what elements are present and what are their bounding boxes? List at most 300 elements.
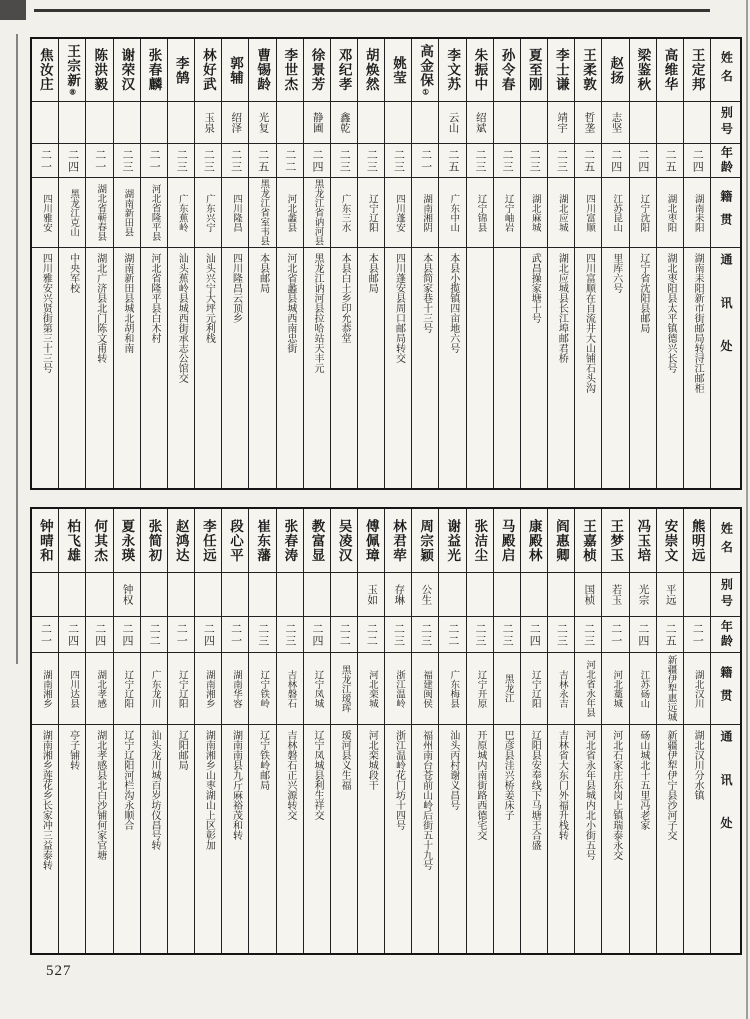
person-name: 傅佩璋 <box>358 509 384 573</box>
person-address: 辽宁省沈阳县邮局 <box>637 253 649 333</box>
person-column <box>574 39 601 488</box>
person-age: 二四 <box>602 144 628 178</box>
person-address: 开原城内南街路西德宅交 <box>474 730 486 840</box>
person-age: 二四 <box>304 144 330 178</box>
person-age: 二三 <box>114 144 140 178</box>
person-column <box>140 509 167 953</box>
person-age: 二三 <box>331 144 357 178</box>
page-number: 527 <box>46 963 72 979</box>
person-age: 二四 <box>630 144 656 178</box>
person-origin: 辽宁铁岭 <box>249 653 275 725</box>
person-column <box>330 509 357 953</box>
person-address: 本县邮局 <box>257 253 269 293</box>
person-name: 林君荦 <box>385 509 411 573</box>
person-age: 二四 <box>59 144 85 178</box>
person-column <box>629 509 656 953</box>
person-alias: 靖宇 <box>548 102 574 144</box>
person-origin: 江苏昆山 <box>602 178 628 248</box>
person-column <box>85 39 112 488</box>
person-name: 高维华 <box>657 39 683 102</box>
person-age: 二三 <box>385 144 411 178</box>
person-alias <box>141 573 167 617</box>
person-name: 梁鉴秋 <box>630 39 656 102</box>
person-address: 武昌操家塘十号 <box>529 253 541 323</box>
person-origin: 湖南新田县 <box>114 178 140 248</box>
person-name: 曹锡龄 <box>249 39 275 102</box>
person-column <box>85 509 112 953</box>
person-origin: 辽宁辽阳 <box>358 178 384 248</box>
person-age: 二一 <box>32 144 58 178</box>
person-name: 朱振中 <box>467 39 493 102</box>
person-alias <box>304 573 330 617</box>
person-origin: 浙江温岭 <box>385 653 411 725</box>
person-address <box>494 248 520 488</box>
person-address: 瑷河县义生福 <box>339 730 351 790</box>
person-name: 谢益光 <box>439 509 465 573</box>
person-address: 新疆伊犁伊宁县沙河子交 <box>665 730 677 840</box>
person-alias <box>385 102 411 144</box>
person-address: 中央军校 <box>67 253 79 293</box>
person-age: 二三 <box>222 144 248 178</box>
person-alias <box>494 102 520 144</box>
person-origin: 辽宁开原 <box>467 653 493 725</box>
person-age: 二二 <box>439 617 465 653</box>
person-name: 张春涛 <box>277 509 303 573</box>
person-name: 孙令春 <box>494 39 520 102</box>
person-column <box>357 39 384 488</box>
person-age: 二三 <box>494 144 520 178</box>
header-age: 年龄 <box>711 617 740 653</box>
person-age: 二一 <box>168 617 194 653</box>
person-address: 四川雅安兴贤街第三十三号 <box>40 253 52 373</box>
person-name: 周宗颖 <box>412 509 438 573</box>
person-name: 李文苏 <box>439 39 465 102</box>
person-age: 二四 <box>114 617 140 653</box>
person-alias <box>59 573 85 617</box>
person-column <box>574 509 601 953</box>
person-origin: 吉林磐石 <box>277 653 303 725</box>
person-origin: 河北藁城 <box>602 653 628 725</box>
person-age: 二三 <box>548 144 574 178</box>
person-alias: 国桢 <box>575 573 601 617</box>
person-alias: 光复 <box>249 102 275 144</box>
person-column <box>167 39 194 488</box>
person-name: 王宗新⑧ <box>59 39 85 102</box>
person-age: 二五 <box>657 617 683 653</box>
person-name: 李鹄 <box>168 39 194 102</box>
person-name: 徐景芳 <box>304 39 330 102</box>
person-name: 阎惠卿 <box>548 509 574 573</box>
person-age: 二四 <box>195 617 221 653</box>
person-address: 巴彦县洼兴桥姜床子 <box>502 730 514 820</box>
person-name: 张洁尘 <box>467 509 493 573</box>
person-address: 湖北枣阳县太平镇德兴长号 <box>665 253 677 373</box>
person-column <box>547 509 574 953</box>
header-alias: 别号 <box>711 573 740 617</box>
person-age: 二一 <box>141 144 167 178</box>
person-origin: 四川雅安 <box>32 178 58 248</box>
person-name: 康殿林 <box>521 509 547 573</box>
person-address: 四川蓬安县周口邮局转交 <box>393 253 405 363</box>
header-address: 通讯处 <box>719 730 733 860</box>
person-column <box>438 509 465 953</box>
person-origin: 河北省隆平县 <box>141 178 167 248</box>
person-name: 夏至刚 <box>521 39 547 102</box>
person-name: 姚莹 <box>385 39 411 102</box>
person-column <box>248 509 275 953</box>
header-column <box>710 39 740 488</box>
person-alias <box>222 573 248 617</box>
person-alias <box>657 102 683 144</box>
footnote-marker: ⑧ <box>68 87 78 97</box>
header-origin: 籍贯 <box>711 178 740 248</box>
person-column <box>411 509 438 953</box>
person-alias <box>114 102 140 144</box>
person-column <box>656 39 683 488</box>
person-address: 汕头蕉岭县城西街承志公馆交 <box>176 253 188 383</box>
person-address: 辽阳邮局 <box>176 730 188 770</box>
person-age: 二一 <box>684 617 710 653</box>
person-age: 二四 <box>86 617 112 653</box>
person-origin: 辽宁沈阳 <box>630 178 656 248</box>
person-column <box>601 509 628 953</box>
person-alias <box>195 573 221 617</box>
person-column <box>32 509 58 953</box>
person-alias <box>86 573 112 617</box>
person-age: 二三 <box>249 617 275 653</box>
person-alias <box>684 573 710 617</box>
person-column <box>683 39 710 488</box>
person-age: 二五 <box>575 144 601 178</box>
person-origin: 湖北省蕲春县 <box>86 178 112 248</box>
person-name: 王梦玉 <box>602 509 628 573</box>
person-address: 吉林磐石正兴源转交 <box>284 730 296 820</box>
person-name: 谢荣汉 <box>114 39 140 102</box>
directory-table-top <box>30 37 742 490</box>
person-alias <box>277 573 303 617</box>
scan-artifact-right-line <box>746 0 748 1019</box>
person-alias: 平远 <box>657 573 683 617</box>
header-name: 姓名 <box>711 509 740 573</box>
person-origin: 福建闽侯 <box>412 653 438 725</box>
person-age: 二四 <box>684 144 710 178</box>
scan-artifact-left-line <box>16 34 18 664</box>
person-origin: 辽宁岫岩 <box>494 178 520 248</box>
person-name: 李世杰 <box>277 39 303 102</box>
scan-artifact-top-line <box>34 9 710 12</box>
person-age: 二三 <box>521 144 547 178</box>
person-age: 二二 <box>331 617 357 653</box>
person-age: 二一 <box>222 617 248 653</box>
person-address: 河北石家庄东岗上镇瑞泰永交 <box>610 730 622 860</box>
person-name: 邓纪孝 <box>331 39 357 102</box>
person-address: 吉林省大东门外福升栈转 <box>556 730 568 840</box>
person-address: 湖北应城县长江埠邮君桥 <box>556 253 568 363</box>
person-name: 赵鸿达 <box>168 509 194 573</box>
person-origin: 四川蓬安 <box>385 178 411 248</box>
person-alias <box>168 102 194 144</box>
person-alias: 玉如 <box>358 573 384 617</box>
person-alias: 若玉 <box>602 573 628 617</box>
person-alias <box>331 573 357 617</box>
person-address: 河北省蠡县城西南忠街 <box>284 253 296 353</box>
person-origin: 辽宁锦县 <box>467 178 493 248</box>
person-alias: 云山 <box>439 102 465 144</box>
person-origin: 黑龙江 <box>494 653 520 725</box>
person-column <box>520 509 547 953</box>
person-alias: 光宗 <box>630 573 656 617</box>
person-origin: 四川富顺 <box>575 178 601 248</box>
person-origin: 辽宁凤城 <box>304 653 330 725</box>
person-origin: 广东龙川 <box>141 653 167 725</box>
person-alias: 钟权 <box>114 573 140 617</box>
person-name: 李士谦 <box>548 39 574 102</box>
person-column <box>493 509 520 953</box>
header-age: 年龄 <box>711 144 740 178</box>
person-name: 王定邦 <box>684 39 710 102</box>
person-origin: 湖南湘乡 <box>195 653 221 725</box>
person-alias: 公生 <box>412 573 438 617</box>
person-origin: 黑龙江克山 <box>59 178 85 248</box>
person-origin: 辽宁辽阳 <box>521 653 547 725</box>
person-name: 胡焕然 <box>358 39 384 102</box>
person-name: 教富显 <box>304 509 330 573</box>
person-name: 林好武 <box>195 39 221 102</box>
person-column <box>303 39 330 488</box>
person-address: 河北省永年县城内北小街五号 <box>583 730 595 860</box>
person-alias: 存琳 <box>385 573 411 617</box>
person-alias <box>467 573 493 617</box>
person-origin: 湖南湘阴 <box>412 178 438 248</box>
person-origin: 广东兴宁 <box>195 178 221 248</box>
person-column <box>58 39 85 488</box>
person-alias: 鑫乾 <box>331 102 357 144</box>
person-alias <box>86 102 112 144</box>
person-origin: 新疆伊犁惠远城 <box>657 653 683 725</box>
person-address: 湖北广济县北门陈文甫转 <box>94 253 106 363</box>
person-origin: 黑龙江省室韦县 <box>249 178 275 248</box>
person-column <box>411 39 438 488</box>
person-alias <box>168 573 194 617</box>
person-origin: 四川达县 <box>59 653 85 725</box>
person-age: 二五 <box>657 144 683 178</box>
person-origin: 湖北孝感 <box>86 653 112 725</box>
person-address: 湖南湘乡山枣湖山上区彰加 <box>203 730 215 850</box>
person-column <box>113 509 140 953</box>
person-origin: 湖南湘乡 <box>32 653 58 725</box>
person-name: 郭辅 <box>222 39 248 102</box>
person-address: 里库六号 <box>610 253 622 293</box>
person-address: 汕头龙川城百岁坊仪昌号转 <box>149 730 161 850</box>
person-origin: 河北栾城 <box>358 653 384 725</box>
person-name: 马殿启 <box>494 509 520 573</box>
person-column <box>601 39 628 488</box>
person-column <box>438 39 465 488</box>
person-column <box>656 509 683 953</box>
person-column <box>547 39 574 488</box>
person-age: 二二 <box>277 144 303 178</box>
person-name: 安崇文 <box>657 509 683 573</box>
person-column <box>629 39 656 488</box>
person-alias: 绍泽 <box>222 102 248 144</box>
person-name: 钟晴和 <box>32 509 58 573</box>
person-column <box>384 39 411 488</box>
person-alias <box>439 573 465 617</box>
person-column <box>276 39 303 488</box>
person-column <box>466 39 493 488</box>
person-age: 二五 <box>249 144 275 178</box>
person-address: 湖北汉川分水镇 <box>692 730 704 800</box>
person-alias <box>548 573 574 617</box>
scan-artifact-corner <box>0 0 26 20</box>
person-age: 二三 <box>168 144 194 178</box>
person-address: 本县白土乡印允恭堂 <box>339 253 351 343</box>
person-age: 二四 <box>521 617 547 653</box>
person-address: 亭子铺转 <box>67 730 79 770</box>
person-alias <box>249 573 275 617</box>
person-address: 湖南南县九斤麻裕茂和转 <box>230 730 242 840</box>
person-address: 汕头兴宁大坪元利栈 <box>203 253 215 343</box>
footnote-marker: ① <box>421 87 431 97</box>
person-column <box>384 509 411 953</box>
person-column <box>493 39 520 488</box>
person-address: 河北栾城段干 <box>366 730 378 790</box>
person-name: 陈洪毅 <box>86 39 112 102</box>
person-age: 二四 <box>59 617 85 653</box>
person-age: 二三 <box>412 617 438 653</box>
person-column <box>221 509 248 953</box>
person-origin: 湖北应城 <box>548 178 574 248</box>
person-alias <box>521 102 547 144</box>
person-column <box>113 39 140 488</box>
person-alias <box>277 102 303 144</box>
person-age: 二一 <box>32 617 58 653</box>
person-column <box>466 509 493 953</box>
person-alias <box>630 102 656 144</box>
person-name: 赵扬 <box>602 39 628 102</box>
person-address: 本县简家巷十三号 <box>420 253 432 333</box>
person-address: 湖南湘乡莲花乡长家冲三益泰转 <box>40 730 52 870</box>
person-column <box>248 39 275 488</box>
person-name: 高金保① <box>412 39 438 102</box>
person-alias <box>521 573 547 617</box>
person-alias <box>59 102 85 144</box>
person-origin: 河北省永年县 <box>575 653 601 725</box>
person-column <box>683 509 710 953</box>
person-alias: 玉泉 <box>195 102 221 144</box>
person-address: 黑龙江讷河县拉哈站天丰元 <box>311 253 323 373</box>
person-name: 张春麟 <box>141 39 167 102</box>
person-age: 二二 <box>141 617 167 653</box>
person-name: 冯玉培 <box>630 509 656 573</box>
person-alias <box>358 102 384 144</box>
person-alias <box>684 102 710 144</box>
person-origin: 黑龙江瑷珲 <box>331 653 357 725</box>
person-column <box>303 509 330 953</box>
person-age: 二四 <box>304 617 330 653</box>
person-age: 二三 <box>575 617 601 653</box>
person-address: 本县小揽镇四亩地六号 <box>447 253 459 353</box>
person-alias: 绍斌 <box>467 102 493 144</box>
person-name: 崔东藩 <box>249 509 275 573</box>
person-column <box>167 509 194 953</box>
person-age: 二五 <box>439 144 465 178</box>
person-alias <box>32 102 58 144</box>
person-origin: 湖南耒阳 <box>684 178 710 248</box>
person-address: 辽宁铁岭邮局 <box>257 730 269 790</box>
person-origin: 湖北麻城 <box>521 178 547 248</box>
person-origin: 辽宁辽阳 <box>168 653 194 725</box>
person-age: 二四 <box>630 617 656 653</box>
person-address: 汕头丙村谢义昌号 <box>447 730 459 810</box>
person-age: 二三 <box>385 617 411 653</box>
person-alias <box>32 573 58 617</box>
person-column <box>357 509 384 953</box>
person-address: 湖南耒阳新市街邮局转浔江邮柜 <box>692 253 704 393</box>
person-address: 湖北孝感县北白沙铺何家官塘 <box>94 730 106 860</box>
person-age: 二三 <box>277 617 303 653</box>
person-address: 湖南新田县城北胡和南 <box>121 253 133 353</box>
person-origin: 河北蠡县 <box>277 178 303 248</box>
person-origin: 四川隆昌 <box>222 178 248 248</box>
person-origin: 广东三水 <box>331 178 357 248</box>
person-address: 本县邮局 <box>366 253 378 293</box>
person-name: 张简初 <box>141 509 167 573</box>
person-age: 二二 <box>358 617 384 653</box>
person-age: 二一 <box>412 144 438 178</box>
person-origin: 吉林永吉 <box>548 653 574 725</box>
person-column <box>58 509 85 953</box>
person-alias <box>141 102 167 144</box>
person-origin: 湖北枣阳 <box>657 178 683 248</box>
person-age: 二三 <box>195 144 221 178</box>
person-column <box>32 39 58 488</box>
person-origin: 广东中山 <box>439 178 465 248</box>
person-age: 二一 <box>602 617 628 653</box>
person-column <box>194 509 221 953</box>
person-age: 二三 <box>548 617 574 653</box>
person-age: 二三 <box>467 144 493 178</box>
header-address: 通讯处 <box>719 253 733 383</box>
person-age: 二三 <box>467 617 493 653</box>
header-column <box>710 509 740 953</box>
header-alias: 别号 <box>711 102 740 144</box>
person-name: 夏永瑛 <box>114 509 140 573</box>
person-origin: 黑龙江省讷河县 <box>304 178 330 248</box>
person-origin: 湖南华容 <box>222 653 248 725</box>
person-column <box>194 39 221 488</box>
person-address: 砀山城北十五里冯老家 <box>637 730 649 830</box>
person-name: 焦汝庄 <box>32 39 58 102</box>
person-address: 四川富顺在自流井大山铺石头沟 <box>583 253 595 393</box>
person-alias: 志坚 <box>602 102 628 144</box>
person-column <box>276 509 303 953</box>
person-origin: 辽宁辽阳 <box>114 653 140 725</box>
person-address: 福州南台苍前山岭后街五十九号 <box>420 730 432 870</box>
person-age: 二三 <box>494 617 520 653</box>
person-alias: 静圃 <box>304 102 330 144</box>
person-age: 二一 <box>86 144 112 178</box>
person-address: 辽阳县安奉线下马塘王合盛 <box>529 730 541 850</box>
directory-table-bottom <box>30 507 742 955</box>
person-name: 王柔敦 <box>575 39 601 102</box>
person-address: 浙江温岭花门坊十四号 <box>393 730 405 830</box>
person-name: 王嘉桢 <box>575 509 601 573</box>
person-alias <box>494 573 520 617</box>
person-origin: 广东蕉岭 <box>168 178 194 248</box>
person-name: 段心平 <box>222 509 248 573</box>
person-age: 二三 <box>358 144 384 178</box>
